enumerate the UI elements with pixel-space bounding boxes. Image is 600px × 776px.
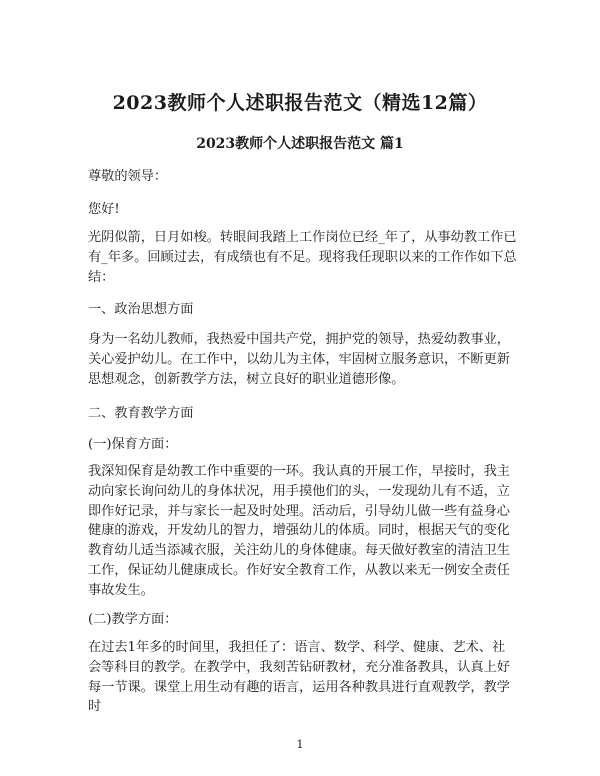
- politics-paragraph: 身为一名幼儿教师，我热爱中国共产党，拥护党的领导，热爱幼教事业，关心爱护幼儿。在工作中，以幼儿为主体，牢固树立服务意识，不断更新思想观念，创新教学方法，树立良好的职业道德形像。: [88, 332, 510, 387]
- care-paragraph: 我深知保育是幼教工作中重要的一环。我认真的开展工作，早接时，我主动向家长询问幼儿的身体状况，用手摸他们的头，一发现幼儿有不适，立即作好记录，并与家长一起及时处理。活动后，引导幼儿做一些有益身心健康的游戏，开发幼儿的智力，增强幼儿的体质。同时，根据天气的变化教育幼儿适当添减衣服，关注幼儿的身体健康。每天做好教室的清洁卫生工作，保证幼儿健康成长。作好安全教育工作，从教以来无一例安全责任事故发生。: [88, 464, 510, 598]
- heading-teaching: 二、教育教学方面: [88, 406, 194, 421]
- heading-politics: 一、政治思想方面: [88, 302, 194, 317]
- intro-paragraph: 光阴似箭，日月如梭。转眼间我踏上工作岗位已经_年了，从事幼教工作已有_年多。回顾过去，有成绩也有不足。现将我任现职以来的工作作如下总结：: [88, 230, 517, 285]
- document-title: 2023教师个人述职报告范文（精选12篇）: [112, 92, 488, 114]
- instruction-paragraph: 在过去1年多的时间里，我担任了：语言、数学、科学、健康、艺术、社会等科目的教学。在教学中，我刻苦钻研教材，充分准备教具，认真上好每一节课。课堂上用生动有趣的语言，运用各种教具进行直观教学，教学时: [88, 640, 510, 715]
- greeting: 您好!: [88, 202, 120, 217]
- heading-care: (一)保育方面：: [88, 437, 178, 452]
- section-title: 2023教师个人述职报告范文 篇1: [196, 136, 404, 152]
- page-number: 1: [296, 738, 304, 751]
- heading-instruction: (二)教学方面：: [88, 612, 178, 627]
- salutation: 尊敬的领导：: [88, 169, 168, 184]
